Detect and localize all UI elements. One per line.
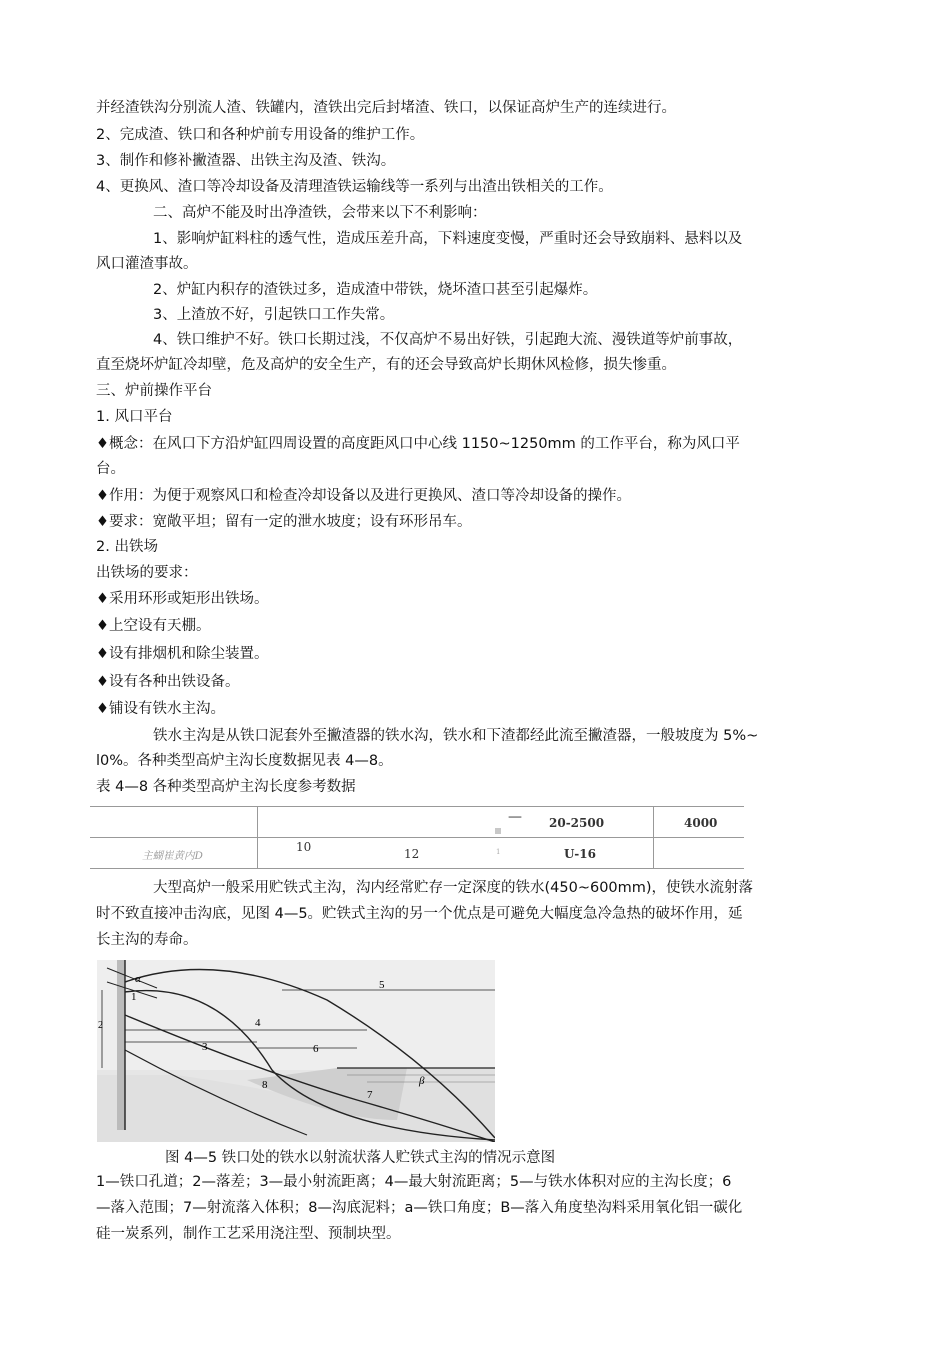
table-cell: 12	[404, 847, 420, 861]
bullet-item: ♦上空设有天棚。	[96, 618, 211, 634]
paragraph-line: 铁水主沟是从铁口泥套外至撇渣器的铁水沟，铁水和下渣都经此流至撇渣器，一般坡度为 5%~	[153, 728, 759, 744]
paragraph-line: 时不致直接冲击沟底，见图 4—5。贮铁式主沟的另一个优点是可避免大幅度急冷急热的破坏作用，延	[96, 906, 743, 922]
paragraph-line: 硅一炭系列，制作工艺采用浇注型、预制块型。	[96, 1226, 401, 1242]
paragraph-line: 长主沟的寿命。	[96, 932, 198, 948]
label-2: 2	[98, 1020, 103, 1031]
paragraph-line: l0%。各种类型高炉主沟长度数据见表 4—8。	[96, 753, 393, 769]
label-5: 5	[379, 979, 385, 991]
subsection-heading: 2. 出铁场	[96, 539, 158, 555]
table-rule	[653, 806, 654, 869]
bullet-item: ♦要求：宽敞平坦；留有一定的泄水坡度；设有环形吊车。	[96, 514, 472, 530]
table-rule	[90, 806, 744, 807]
table-header: 20-2500	[549, 816, 605, 830]
table-cell: 1	[496, 848, 501, 856]
paragraph-line: 直至烧坏炉缸冷却壁，危及高炉的安全生产，有的还会导致高炉长期休风检修，损失惨重。	[96, 357, 676, 373]
list-item: 3、制作和修补撇渣器、出铁主沟及渣、铁沟。	[96, 153, 396, 169]
list-item: 2、完成渣、铁口和各种炉前专用设备的维护工作。	[96, 127, 425, 143]
table-header: 4000	[684, 816, 718, 830]
label-alpha: α	[135, 973, 141, 985]
table-cell: U-16	[564, 847, 596, 861]
label-4: 4	[255, 1017, 261, 1029]
table-header-dash: —	[508, 809, 522, 825]
section-heading: 三、炉前操作平台	[96, 383, 212, 399]
table-rule	[257, 806, 258, 869]
list-item: 4、铁口维护不好。铁口长期过浅，不仅高炉不易出好铁，引起跑大流、漫铁道等炉前事故，	[153, 332, 743, 348]
table-rule	[90, 837, 744, 838]
legend-line: —落入范围；7—射流落入体积；8—沟底泥料；a—铁口角度；B—落入角度垫沟料采用氧化铝一碳化	[96, 1200, 743, 1216]
label-3: 3	[202, 1041, 208, 1053]
paragraph-line: 并经渣铁沟分别流人渣、铁罐内，渣铁出完后封堵渣、铁口，以保证高炉生产的连续进行。	[96, 100, 676, 116]
label-6: 6	[313, 1043, 319, 1055]
bullet-item: ♦概念：在风口下方沿炉缸四周设置的高度距风口中心线 1150~1250mm 的工作平台，称为风口平	[96, 436, 740, 452]
label-1: 1	[131, 991, 137, 1003]
figure-caption: 图 4—5 铁口处的铁水以射流状落人贮铁式主沟的情况示意图	[165, 1150, 556, 1166]
bullet-item: ♦设有排烟机和除尘装置。	[96, 646, 269, 662]
table-cell: 10	[296, 840, 312, 854]
list-item: 2、炉缸内积存的渣铁过多，造成渣中带铁，烧坏渣口甚至引起爆炸。	[153, 282, 598, 298]
table-mark	[495, 828, 501, 834]
legend-line: 1—铁口孔道；2—落差；3—最小射流距离；4—最大射流距离；5—与铁水体积对应的主沟长度；6	[96, 1174, 732, 1190]
table-caption: 表 4—8 各种类型高炉主沟长度参考数据	[96, 779, 356, 795]
bullet-item: ♦采用环形或矩形出铁场。	[96, 591, 269, 607]
label-8: 8	[262, 1079, 268, 1091]
list-item: 4、更换风、渣口等冷却设备及清理渣铁运输线等一系列与出渣出铁相关的工作。	[96, 179, 613, 195]
paragraph-line: 大型高炉一般采用贮铁式主沟，沟内经常贮存一定深度的铁水(450~600mm)，使铁水流射落	[153, 880, 754, 896]
list-item: 1、影响炉缸料柱的透气性，造成压差升高，下料速度变慢，严重时还会导致崩料、悬料以及	[153, 231, 743, 247]
section-heading: 二、高炉不能及时出净渣铁，会带来以下不利影响：	[153, 205, 487, 221]
paragraph-line: 台。	[96, 461, 125, 477]
figure-background-upper	[97, 960, 495, 1070]
bullet-item: ♦设有各种出铁设备。	[96, 674, 240, 690]
tap-hole-figure	[97, 960, 495, 1142]
bullet-item: ♦作用：为便于观察风口和检查冷却设备以及进行更换风、渣口等冷却设备的操作。	[96, 488, 631, 504]
paragraph-line: 出铁场的要求：	[96, 565, 198, 581]
subsection-heading: 1. 风口平台	[96, 409, 173, 425]
table-rule	[90, 868, 744, 869]
paragraph-line: 风口灌渣事故。	[96, 256, 198, 272]
bullet-item: ♦铺设有铁水主沟。	[96, 701, 225, 717]
label-beta: β	[419, 1075, 425, 1087]
list-item: 3、上渣放不好，引起铁口工作失常。	[153, 307, 395, 323]
data-table	[90, 806, 744, 869]
table-row-label: 主蝴崔黄内D	[142, 850, 203, 862]
label-7: 7	[367, 1089, 373, 1101]
